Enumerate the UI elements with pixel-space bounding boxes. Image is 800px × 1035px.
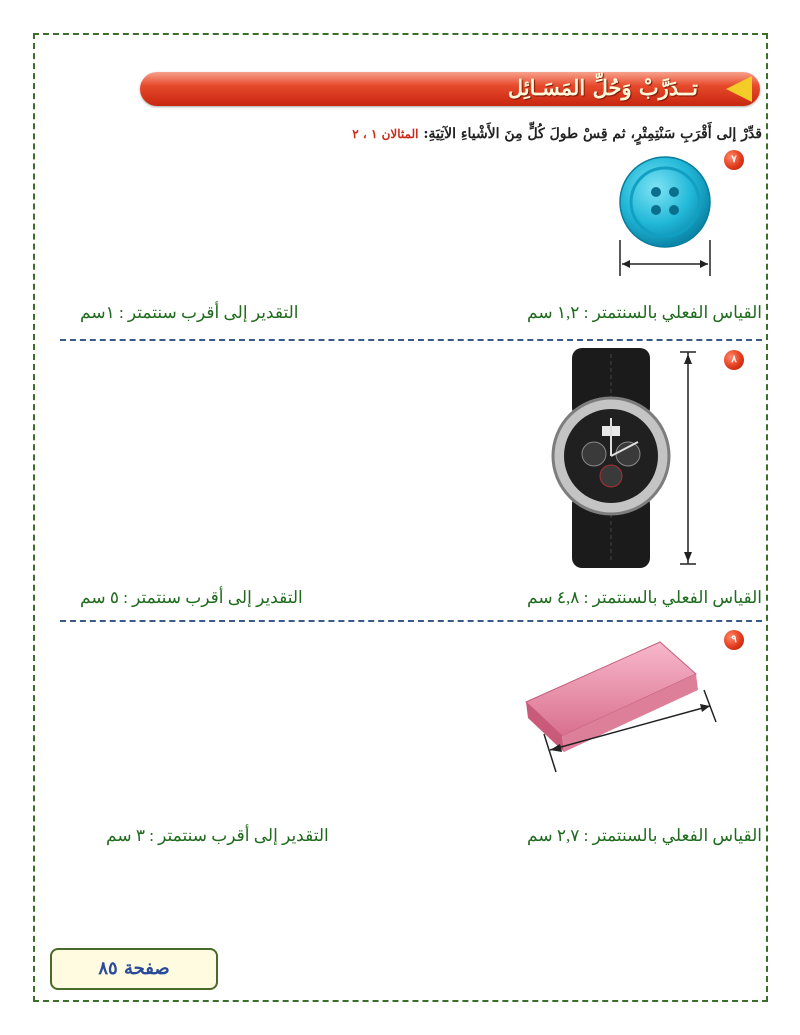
- actual-measure: [527, 826, 762, 846]
- estimate-label: التقدير إلى أقرب سنتمتر :: [149, 826, 329, 845]
- actual-label: القياس الفعلي بالسنتمتر :: [583, 303, 762, 322]
- banner-arrow-icon: [726, 76, 752, 102]
- watch-image: [530, 342, 730, 574]
- estimate-value: ١سم: [80, 303, 115, 322]
- estimate-measure: [80, 588, 303, 608]
- item-number-badge: ٩: [724, 630, 744, 650]
- actual-label: القياس الفعلي بالسنتمتر :: [583, 588, 762, 607]
- banner-title: تــدَرَّبْ وَحُلِّ المَسَـائِل: [507, 75, 698, 100]
- estimate-label: التقدير إلى أقرب سنتمتر :: [118, 303, 299, 322]
- instruction-main: قدِّرْ إلى أَقْرَبِ سَنْتِمِتْرٍ، ثم قِسْ طولَ كُلٍّ مِنَ الأَشْياءِ الآتِيَةِ:: [423, 126, 762, 142]
- item-number-badge: ٧: [724, 150, 744, 170]
- actual-label: القياس الفعلي بالسنتمتر :: [583, 826, 762, 845]
- actual-value: ٢,٧ سم: [527, 826, 580, 845]
- item-number-badge: ٨: [724, 350, 744, 370]
- actual-value: ١,٢ سم: [527, 303, 580, 322]
- estimate-label: التقدير إلى أقرب سنتمتر :: [123, 588, 303, 607]
- estimate-value: ٣ سم: [106, 826, 145, 845]
- instruction-ref: المثالان ١ ، ٢: [352, 127, 419, 141]
- estimate-measure: [80, 303, 299, 323]
- section-banner: [140, 72, 760, 106]
- actual-value: ٤,٨ سم: [527, 588, 580, 607]
- actual-measure: [527, 303, 762, 323]
- estimate-measure: [106, 826, 329, 846]
- page-number: صفحة ٨٥: [98, 958, 170, 979]
- button-image: [600, 140, 730, 280]
- actual-measure: [527, 588, 762, 608]
- eraser-image: [510, 622, 725, 780]
- estimate-value: ٥ سم: [80, 588, 119, 607]
- page-number-box: [50, 948, 218, 990]
- section-divider: [60, 339, 762, 341]
